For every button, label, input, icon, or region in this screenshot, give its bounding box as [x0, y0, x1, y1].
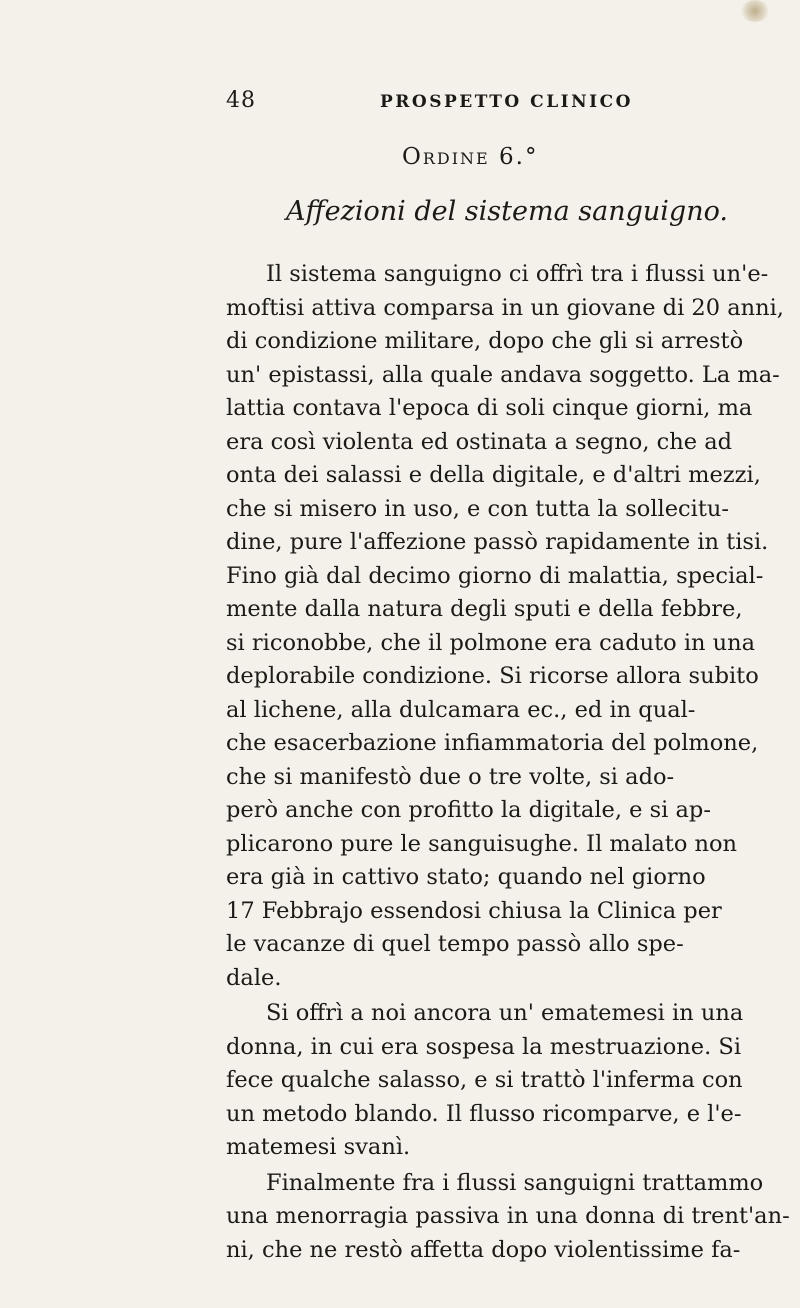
text-line: che si misero in uso, e con tutta la sollecitu- — [226, 495, 729, 522]
section-title: Affezioni del sistema sanguigno. — [286, 196, 728, 227]
running-head: PROSPETTO CLINICO — [380, 92, 633, 112]
text-line: deplorabile condizione. Si ricorse allora subito — [226, 663, 759, 689]
paragraph — [226, 258, 786, 995]
text-line: ni, che ne restò affetta dopo violentissime fa- — [226, 1236, 741, 1263]
text-line: una menorragia passiva in una donna di trent'an- — [226, 1203, 790, 1229]
text-line: si riconobbe, che il polmone era caduto in una — [226, 629, 756, 656]
text-line: 17 Febbrajo essendosi chiusa la Clinica per — [226, 897, 722, 924]
text-line: Si offrì a noi ancora un' ematemesi in una — [266, 1000, 744, 1026]
text-line: mente dalla natura degli sputi e della febbre, — [226, 596, 743, 622]
text-line: dale. — [226, 964, 282, 991]
paragraph — [226, 1167, 790, 1268]
text-line: Il sistema sanguigno ci offrì tra i flussi un'e- — [266, 261, 769, 287]
body-text — [226, 258, 790, 1267]
order-heading: Ordine 6.° — [402, 144, 539, 170]
text-line: donna, in cui era sospesa la mestruazione. Si — [226, 1033, 742, 1060]
text-line: che si manifestò due o tre volte, si ado- — [226, 763, 675, 790]
text-line: onta dei salassi e della digitale, e d'altri mezzi, — [226, 462, 761, 488]
text-line: plicarono pure le sanguisughe. Il malato non — [226, 830, 738, 857]
text-line: moftisi attiva comparsa in un giovane di 20 anni, — [226, 294, 784, 321]
text-line: matemesi svanì. — [226, 1134, 411, 1160]
text-line: di condizione militare, dopo che gli si arrestò — [226, 328, 744, 354]
text-line: dine, pure l'affezione passò rapidamente in tisi. — [226, 529, 769, 555]
text-line: un' epistassi, alla quale andava soggetto. La ma- — [226, 361, 780, 388]
text-line: le vacanze di quel tempo passò allo spe- — [226, 931, 684, 957]
paragraph — [226, 997, 786, 1165]
text-line: un metodo blando. Il flusso ricomparve, e l'e- — [226, 1100, 742, 1127]
page-number: 48 — [226, 88, 256, 113]
text-line: Fino già dal decimo giorno di malattia, special- — [226, 562, 764, 589]
text-line: che esacerbazione infiammatoria del polmone, — [226, 730, 759, 756]
text-line: era così violenta ed ostinata a segno, che ad — [226, 428, 733, 455]
paper-stain — [740, 0, 770, 22]
text-line: Finalmente fra i flussi sanguigni trattammo — [266, 1169, 764, 1196]
text-line: fece qualche salasso, e si trattò l'inferma con — [226, 1067, 743, 1093]
text-line: al lichene, alla dulcamara ec., ed in qual- — [226, 696, 696, 723]
text-line: lattia contava l'epoca di soli cinque giorni, ma — [226, 395, 753, 421]
text-line: era già in cattivo stato; quando nel giorno — [226, 864, 706, 890]
text-line: però anche con profitto la digitale, e si ap- — [226, 797, 711, 823]
